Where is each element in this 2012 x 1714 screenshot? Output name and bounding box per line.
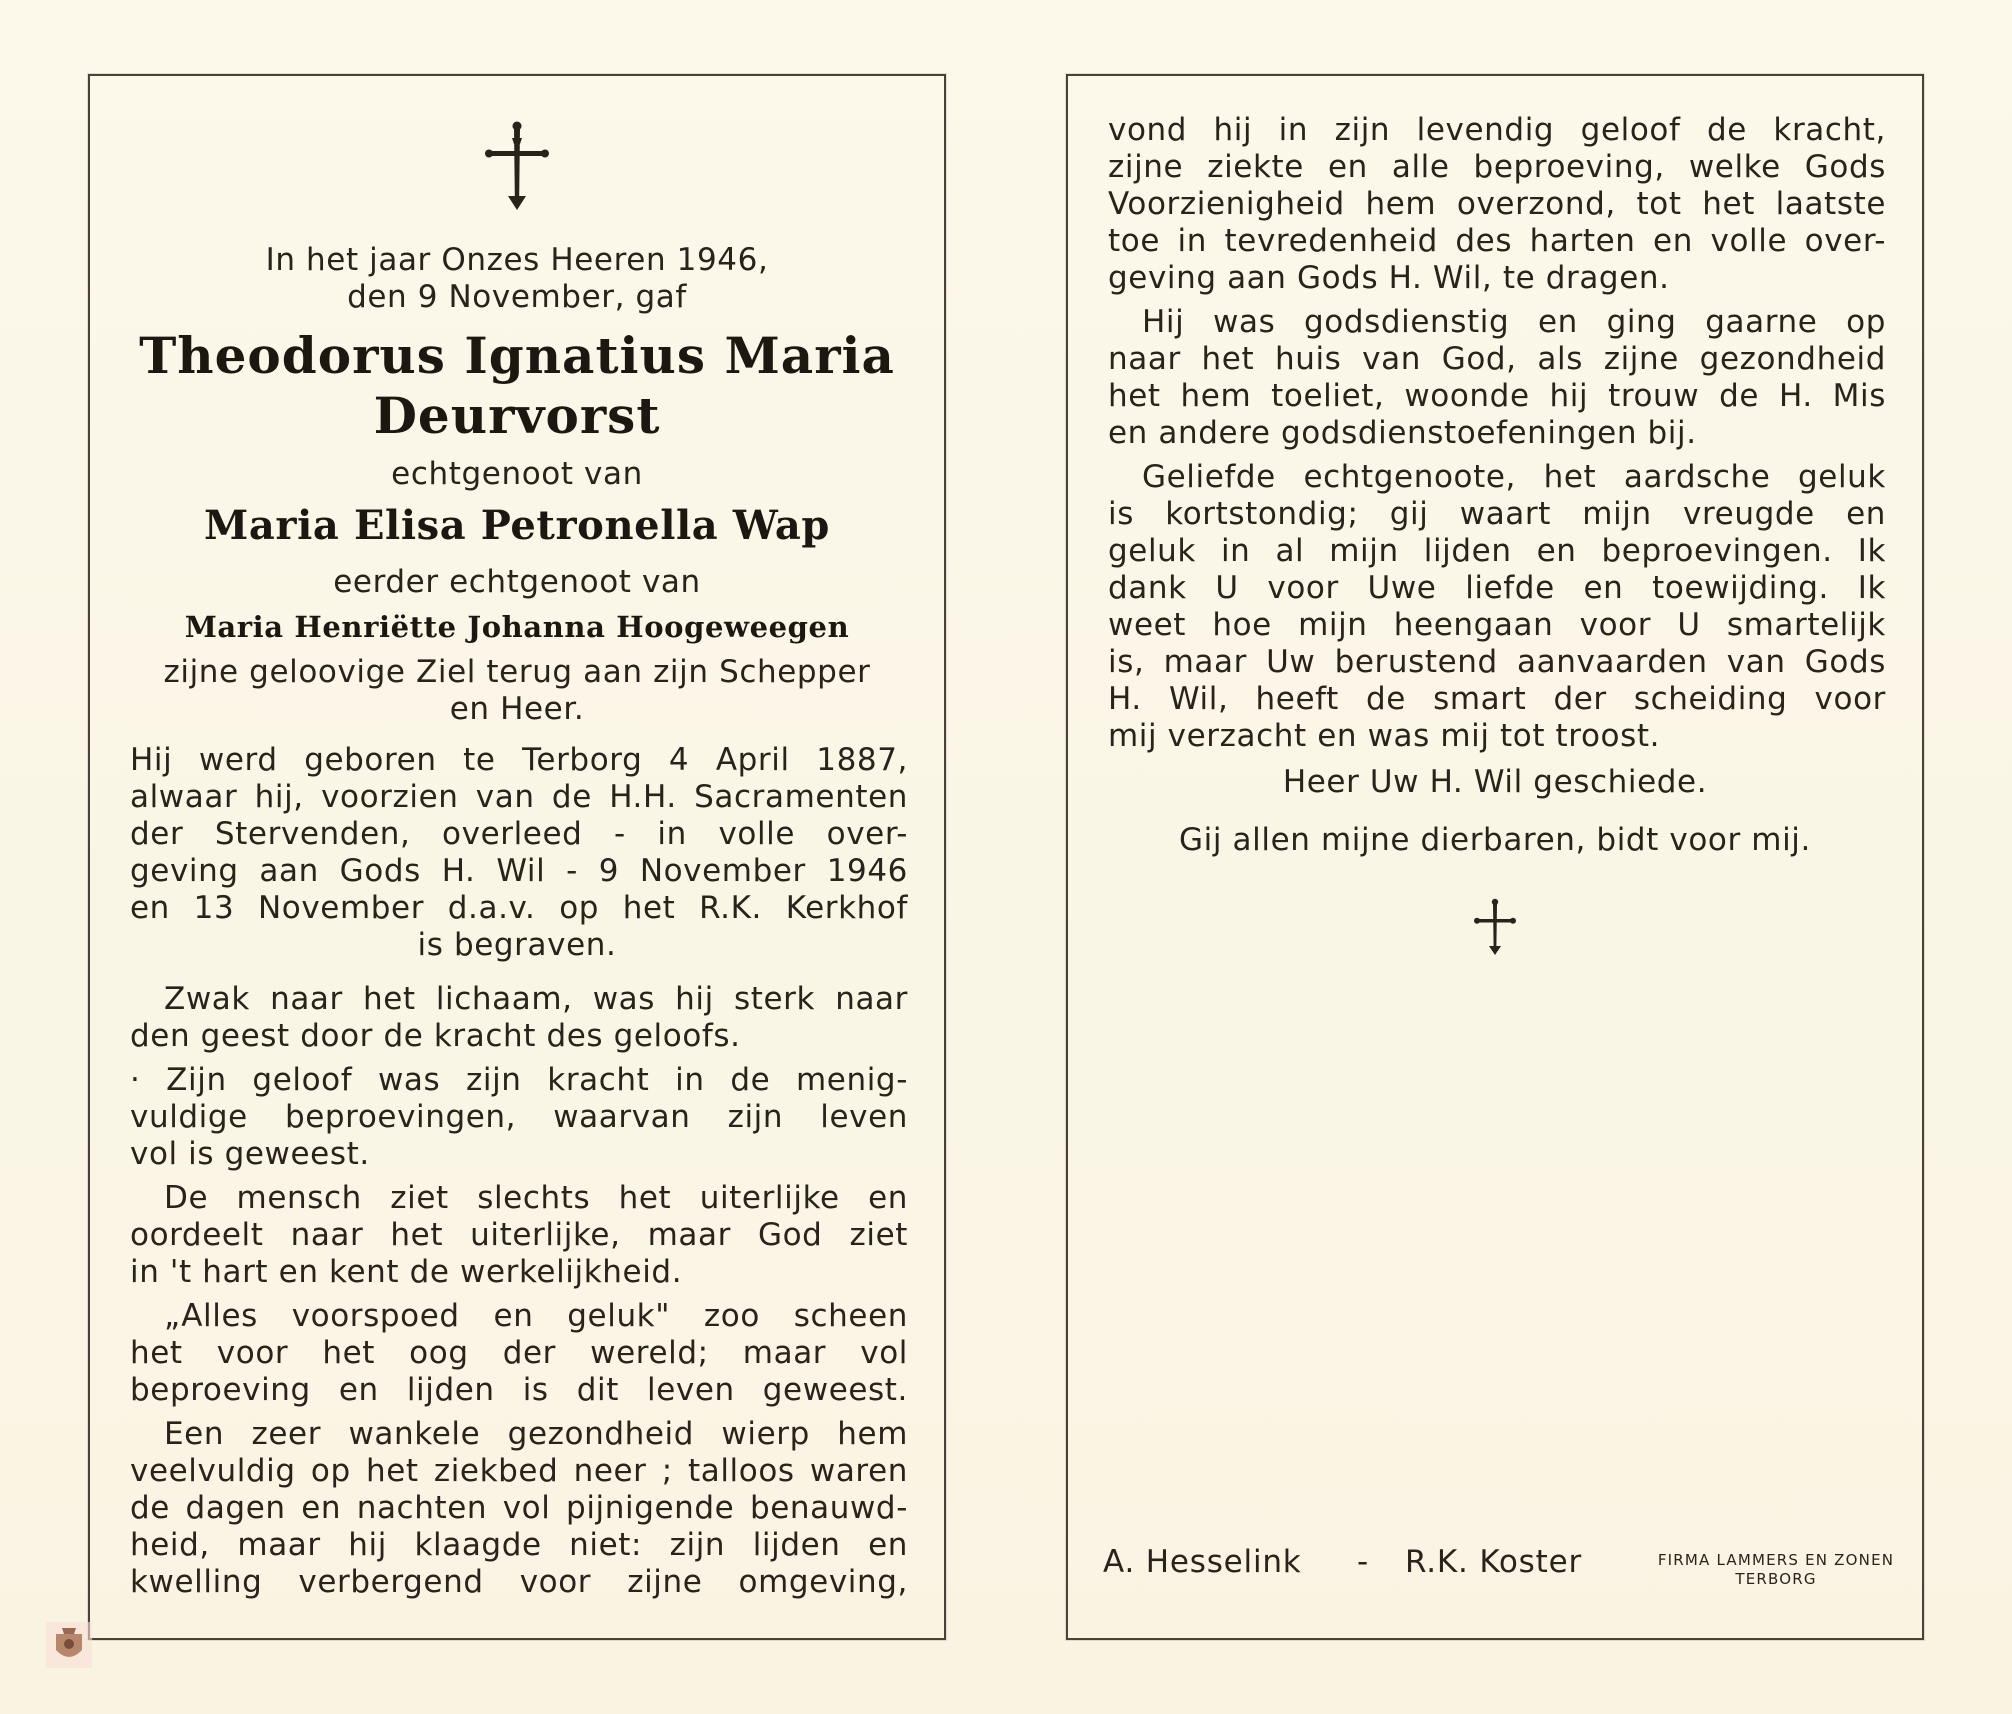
text-line: heid, maar hij klaagde niet: zijn lijden en	[130, 1527, 908, 1563]
text-line: vuldige beproevingen, waarvan zijn leven	[130, 1099, 908, 1135]
text-line: vol is geweest.	[130, 1136, 370, 1172]
prev-spouse-name: Maria Henriëtte Johanna Hoogeweegen	[184, 610, 850, 644]
prev-spouse-label: eerder echtgenoot van	[333, 564, 701, 600]
deceased-name-line-1: Theodorus Ignatius Maria	[139, 326, 895, 385]
text-line: zijne ziekte en alle beproeving, welke Gods	[1108, 149, 1886, 185]
soul-line-1: zijne geloovige Ziel terug aan zijn Schepper	[163, 654, 871, 690]
intro-line-2: den 9 November, gaf	[347, 279, 687, 315]
text-line: den geest door de kracht des geloofs.	[130, 1018, 741, 1054]
text-line: is kortstondig; gij waart mijn vreugde en	[1108, 496, 1886, 532]
bio-line: Hij werd geboren te Terborg 4 April 1887,	[130, 742, 908, 778]
bio-line: der Stervenden, overleed - in volle over-	[130, 816, 908, 852]
right-panel	[1066, 74, 1924, 1640]
text-line: geving aan Gods H. Wil, te dragen.	[1108, 260, 1670, 296]
text-line: mij verzacht en was mij tot troost.	[1108, 718, 1661, 754]
text-line: en andere godsdienstoefeningen bij.	[1108, 415, 1697, 451]
text-line: Een zeer wankele gezondheid wierp hem	[164, 1416, 908, 1452]
text-line: Voorzienigheid hem overzond, tot het laatste	[1108, 186, 1886, 222]
printer-town: TERBORG	[1735, 1570, 1817, 1588]
signature-name: A. Hesselink	[1103, 1544, 1302, 1580]
text-line: het hem toeliet, woonde hij trouw de H. Mis	[1108, 378, 1886, 414]
text-line: weet hoe mijn heengaan voor U smartelijk	[1108, 607, 1886, 643]
intro-line-1: In het jaar Onzes Heeren 1946,	[265, 242, 769, 278]
text-line: H. Wil, heeft de smart der scheiding voor	[1108, 681, 1886, 717]
bio-line: is begraven.	[417, 927, 617, 963]
coat-of-arms-stamp	[44, 1620, 94, 1670]
cross-icon	[484, 120, 550, 212]
spouse-name: Maria Elisa Petronella Wap	[204, 502, 830, 549]
text-line: toe in tevredenheid des harten en volle over-	[1108, 223, 1886, 259]
text-line: Hij was godsdienstig en ging gaarne op	[1142, 304, 1886, 340]
text-line: veelvuldig op het ziekbed neer ; talloos waren	[130, 1453, 908, 1489]
text-line: naar het huis van God, als zijne gezondheid	[1108, 341, 1886, 377]
text-line: De mensch ziet slechts het uiterlijke en	[164, 1180, 908, 1216]
text-line: het voor het oog der wereld; maar vol	[130, 1335, 908, 1371]
printer-name: FIRMA LAMMERS EN ZONEN	[1657, 1551, 1895, 1569]
text-line: de dagen en nachten vol pijnigende benauwd-	[130, 1490, 908, 1526]
bio-line: alwaar hij, voorzien van de H.H. Sacramenten	[130, 779, 908, 815]
signature-dash: -	[1357, 1544, 1369, 1580]
text-line: dank U voor Uwe liefde en toewijding. Ik	[1108, 570, 1886, 606]
spouse-label: echtgenoot van	[391, 456, 643, 492]
prayer-line-2: Gij allen mijne dierbaren, bidt voor mij.	[1179, 822, 1811, 858]
text-line: „Alles voorspoed en geluk" zoo scheen	[164, 1298, 908, 1334]
left-panel	[88, 74, 946, 1640]
text-line: geluk in al mijn lijden en beproevingen. Ik	[1108, 533, 1886, 569]
signature-role: R.K. Koster	[1405, 1544, 1582, 1580]
text-line: · Zijn geloof was zijn kracht in de menig-	[130, 1062, 908, 1098]
soul-line-2: en Heer.	[449, 691, 585, 727]
text-line: oordeelt naar het uiterlijke, maar God ziet	[130, 1217, 908, 1253]
small-cross-icon	[1473, 898, 1517, 956]
text-line: Zwak naar het lichaam, was hij sterk naar	[164, 981, 908, 1017]
bio-line: geving aan Gods H. Wil - 9 November 1946	[130, 853, 908, 889]
text-line: vond hij in zijn levendig geloof de kracht,	[1108, 112, 1886, 148]
text-line: in 't hart en kent de werkelijkheid.	[130, 1254, 683, 1290]
prayer-line-1: Heer Uw H. Wil geschiede.	[1282, 764, 1708, 800]
text-line: Geliefde echtgenoote, het aardsche geluk	[1142, 459, 1886, 495]
text-line: is, maar Uw berustend aanvaarden van Gods	[1108, 644, 1886, 680]
text-line: beproeving en lijden is dit leven geweest.	[130, 1372, 908, 1408]
deceased-name-line-2: Deurvorst	[373, 386, 661, 445]
text-line: kwelling verbergend voor zijne omgeving,	[130, 1564, 908, 1600]
bio-line: en 13 November d.a.v. op het R.K. Kerkhof	[130, 890, 908, 926]
printer-credit	[1638, 1551, 1914, 1589]
